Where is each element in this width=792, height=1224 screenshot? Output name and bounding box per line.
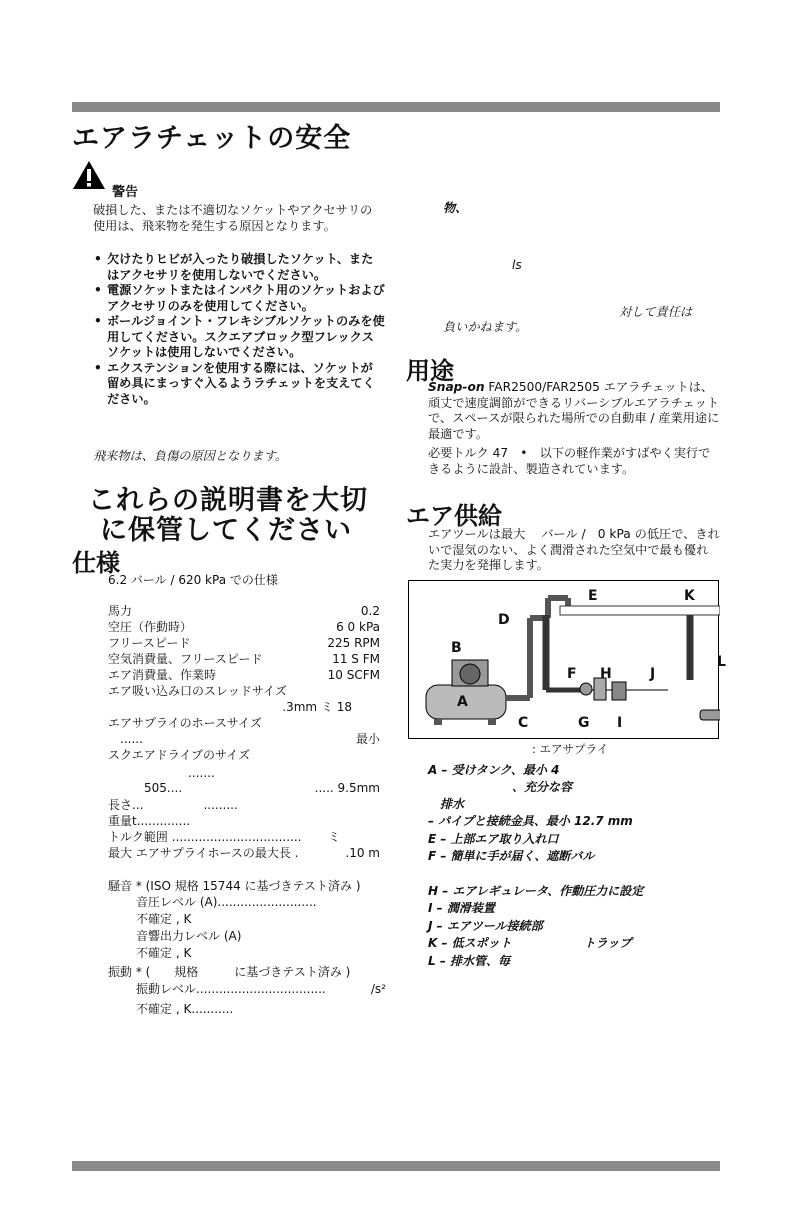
usage-heading: 用途 [406,357,454,385]
warning-triangle-icon [72,160,106,190]
diagram-label-b: B [451,640,462,656]
continued-text-1: 物、 [443,201,468,215]
noise-row: 不確定 , K [136,912,192,926]
spec-row: 長さ... ......... [108,798,238,812]
vibration-row: 振動レベル .................................. /s² [136,982,386,996]
warning-intro: 破損した、または不適切なソケットやアクセサリの使用は、飛来物を発生する原因となります。 [93,203,373,233]
legend-item: H – エアレギュレータ、作動圧力に設定 [428,884,644,898]
legend-item: J – エアツール接続部 [428,919,543,933]
spec-row: 重量t.............. [108,814,191,828]
spec-row: 馬力 0.2 [108,604,380,618]
spec-row: スクエアドライブのサイズ [108,748,251,762]
usage-text [428,380,720,442]
diagram-label-g: G [578,715,590,731]
diagram-label-e: E [588,588,598,604]
main-header-pipe [560,606,720,615]
keep-instructions-line2: に保管してください [100,515,352,546]
usage-torque-text: 必要トルク 47 • 以下の軽作業がすばやく実行できるように設計、製造されています。 [428,446,711,476]
diagram-label-d: D [498,612,510,628]
vibration-row: 不確定 , K ........... [136,1002,234,1016]
diagram-label-i: I [617,715,623,731]
spec-row: 空気消費量、フリースピード 11 S FM [108,652,380,666]
brand-name: Snap-on [428,380,485,394]
spec-row: トルク範囲 .................................. ミ [108,830,340,844]
noise-heading: 騒音 * (ISO 規格 15744 に基づきテスト済み ) [108,879,361,893]
compressor-wheel [460,664,480,684]
spec-row: フリースピード 225 RPM [108,636,380,650]
diagram-label-l: L [717,654,726,670]
legend-item: F – 簡単に手が届く、遮断バル [428,849,595,863]
tank-foot [434,719,442,725]
warning-bullet: • エクステンションを使用する際には、ソケットが留め具にまっすぐ入るようラチェットを支えてください。 [93,361,385,408]
air-supply-text: エアツールは最大 バール / 0 kPa の低圧で、きれいで湿気のない、よく潤滑された空気中で最も優れた実力を発揮します。 [428,527,720,572]
tank-foot [488,719,496,725]
spec-row: 505.... ..... 9.5mm [144,781,380,795]
legend-item: E – 上部エア取り入れ口 [428,832,559,846]
spec-row: エア吸い込み口のスレッドサイズ [108,684,287,698]
air-supply-heading: エア供給 [406,502,502,530]
shutoff-valve [580,683,592,695]
vibration-heading: 振動 * ( 規格 に基づきテスト済み ) [108,965,351,979]
page-title: エアラチェットの安全 [72,123,352,154]
specs-heading: 仕様 [72,549,120,577]
specs-subtitle: 6.2 バール / 620 kPa での仕様 [108,573,278,587]
spec-row: ...... 最小 [120,732,380,746]
diagram-label-a: A [457,694,468,710]
keep-instructions-line1: これらの説明書を大切 [88,485,368,516]
legend-item: – パイプと接続金具、最小 12.7 mm [428,814,633,828]
spec-row: ....... [188,766,215,780]
diagram-caption: : エアサプライ [532,742,609,756]
continued-text-3: 対して責任は [619,305,693,319]
continued-text-4: 負いかねます。 [443,320,528,334]
legend-item: 排水 [428,797,465,811]
air-supply-diagram [408,580,720,740]
spec-row: .3mm ミ 18 [282,700,352,714]
bottom-rule [72,1161,720,1171]
warning-footer: 飛来物は、負傷の原因となります。 [93,449,288,463]
top-rule [72,102,720,112]
lubricator [612,682,626,700]
warning-label: 警告 [112,185,139,200]
legend-item: 、充分な容 [428,780,573,794]
continued-text-2: ls [512,258,522,272]
diagram-label-j: J [650,666,656,682]
legend-item: A – 受けタンク、最小 4 [428,763,560,777]
legend-item: K – 低スポット トラップ [428,936,632,950]
warning-bullet: • 欠けたりヒビが入ったり破損したソケット、またはアクセサリを使用しないでください。 [93,252,385,283]
spec-row: 最大 エアサプライホースの最大長 . .10 m [108,846,380,860]
diagram-label-c: C [518,715,529,731]
legend-item: I – 潤滑装置 [428,901,495,915]
noise-row: 音響出力レベル (A) [136,929,242,943]
warning-header [72,160,106,194]
warning-bullet: • 電源ソケットまたはインパクト用のソケットおよびアクセサリのみを使用してください。 [93,283,385,314]
warning-bullet-list [93,252,385,407]
legend-item: L – 排水管、毎 [428,954,511,968]
noise-row: 不確定 , K [136,946,192,960]
spec-row: 空圧（作動時） 6 0 kPa [108,620,380,634]
warning-bullet: • ボールジョイント・フレキシブルソケットのみを使用してください。スクエアブロック型フレックスソケットは使用しないでください。 [93,314,385,361]
noise-row: 音圧レベル (A) .......................... [136,895,317,909]
spec-row: エア消費量、作業時 10 SCFM [108,668,380,682]
usage-description: FAR2500/FAR2505 エアラチェットは、頑丈で速度調節ができるリバーシブルエアラチェットで、スペースが限られた場所での自動車 / 産業用途に最適です。 [428,380,720,441]
diagram-label-h: H [600,666,612,682]
diagram-label-f: F [567,666,577,682]
diagram-label-k: K [684,588,695,604]
drain-cup [700,710,720,720]
spec-row: エアサプライのホースサイズ [108,716,262,730]
